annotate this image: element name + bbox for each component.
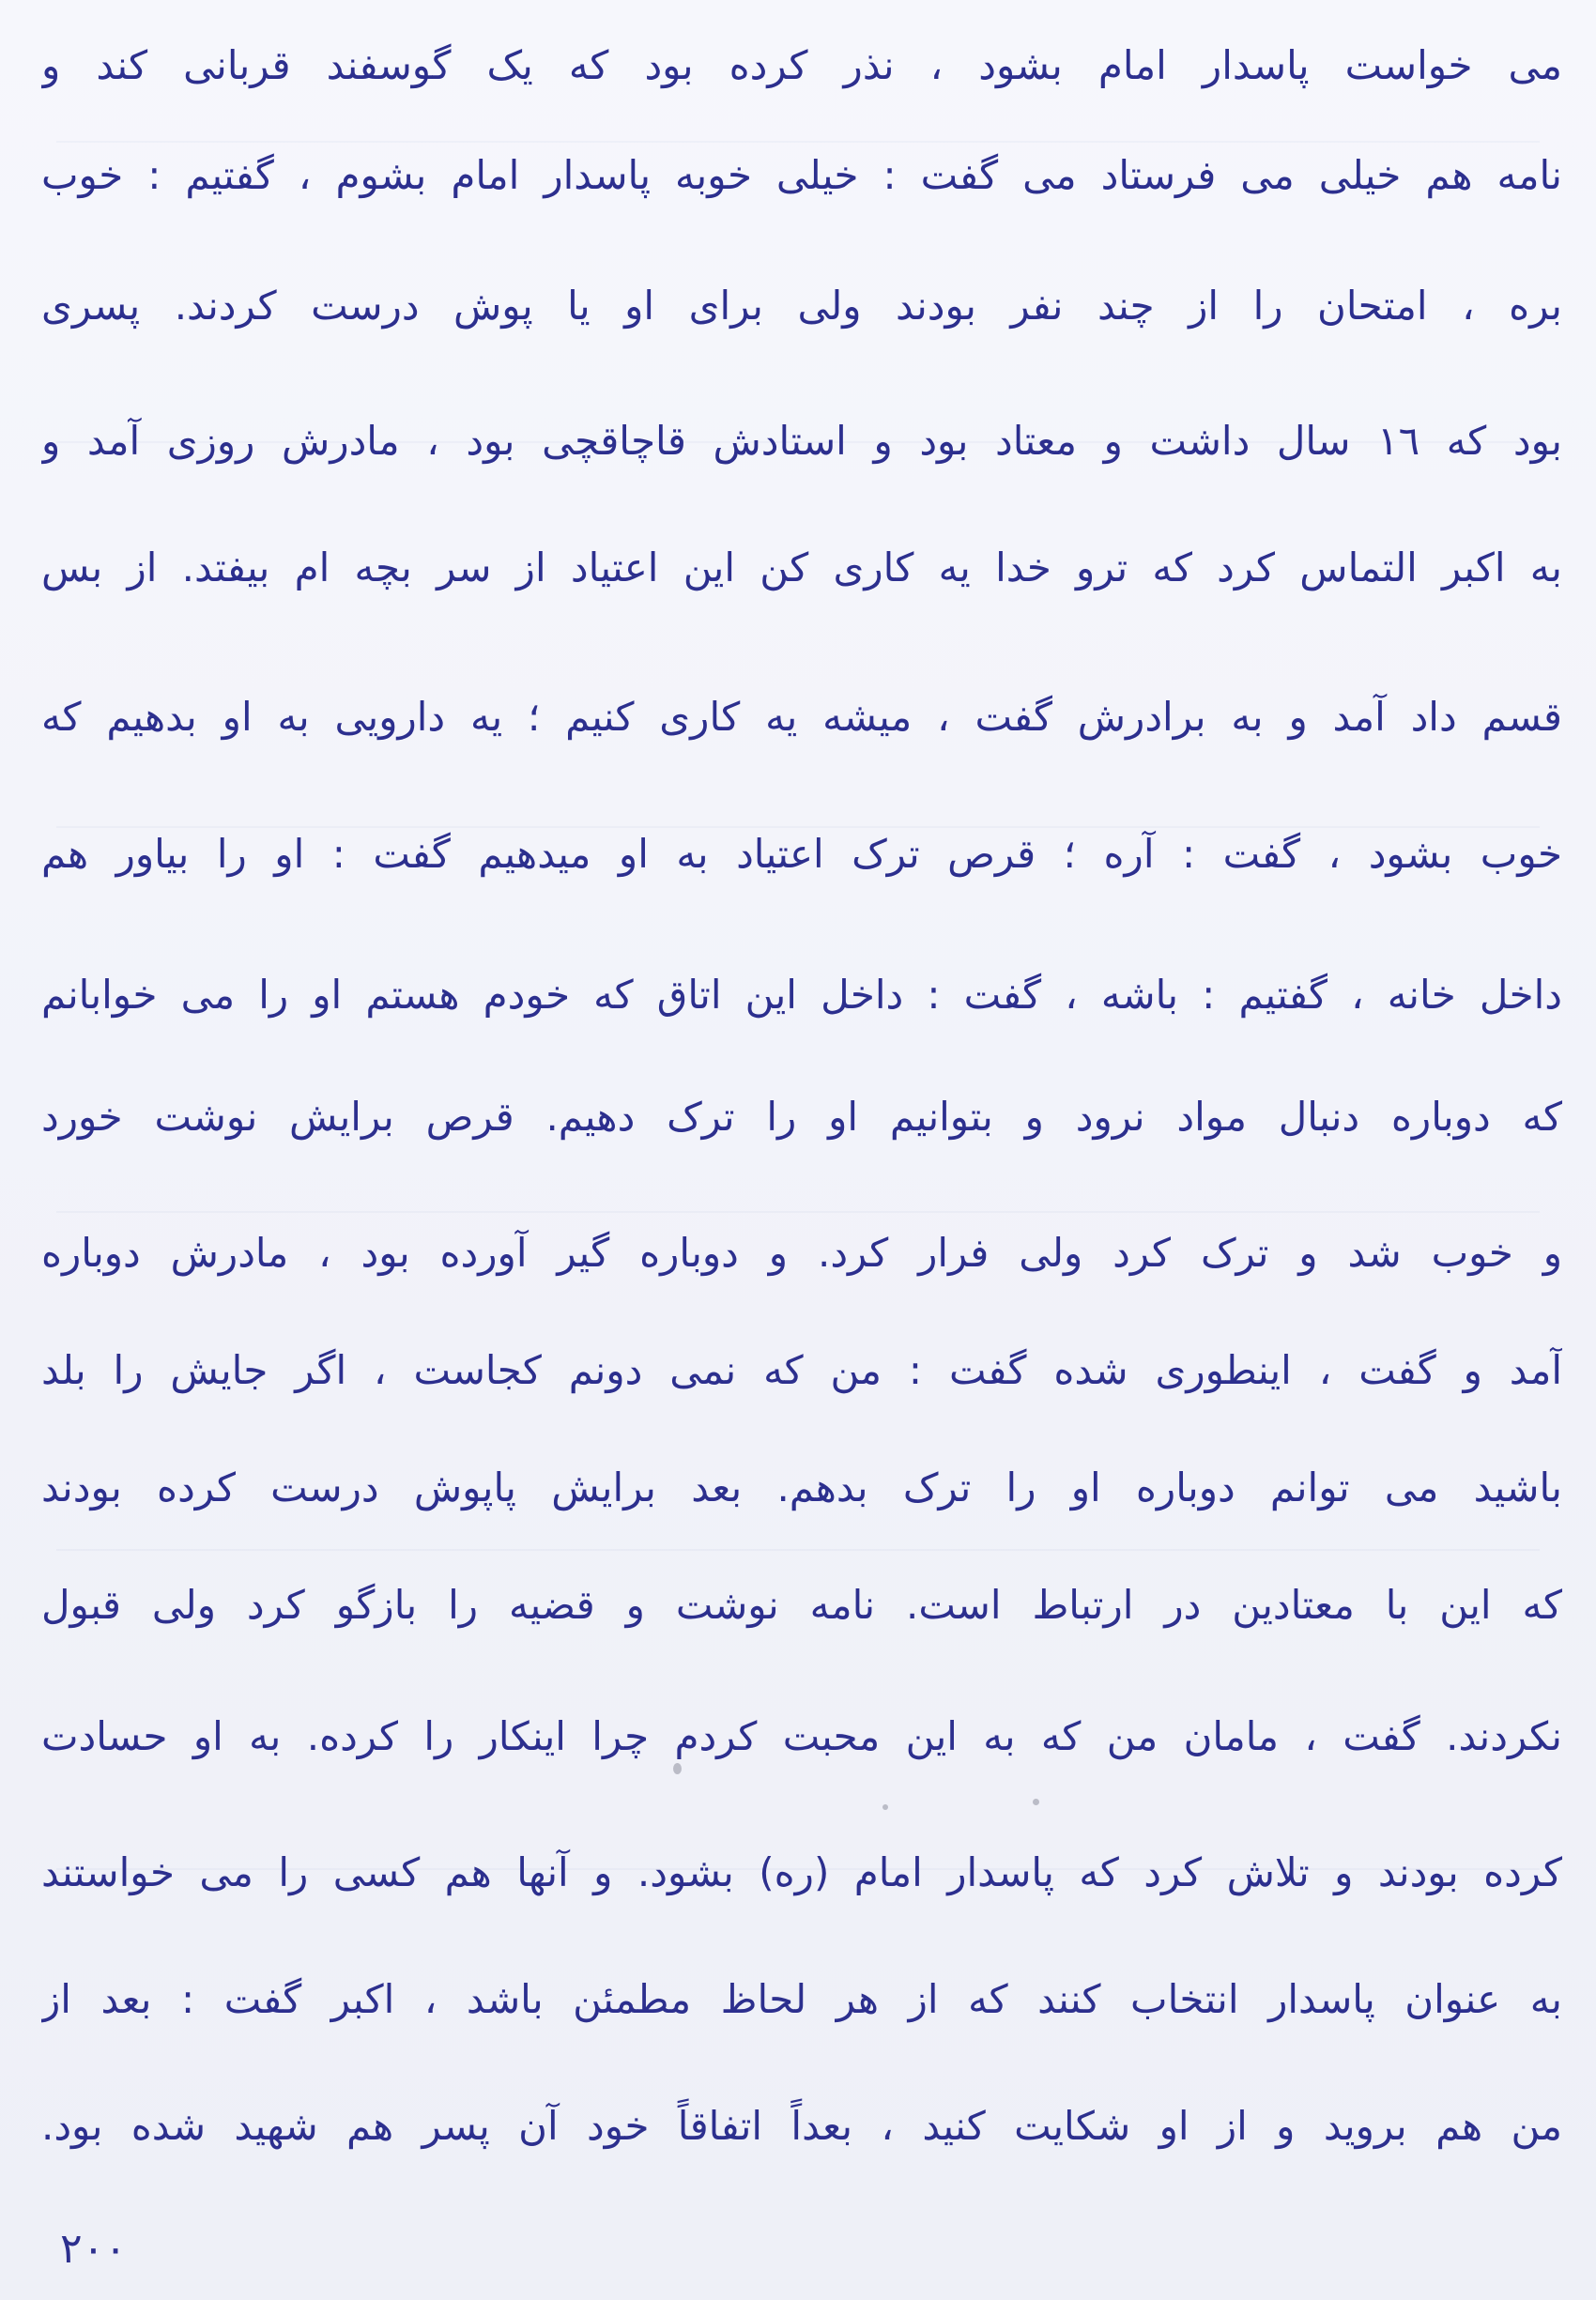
text-line: به عنوان پاسدار انتخاب کنند که از هر لحاظ مطمئن باشد ، اکبر گفت : بعد از [41,1976,1562,2022]
text-line: قسم داد آمد و به برادرش گفت ، میشه یه کاری کنیم ؛ یه دارویی به او بدهیم که [41,694,1562,740]
text-line: داخل خانه ، گفتیم : باشه ، گفت : داخل این اتاق که خودم هستم او را می خوابانم [41,972,1562,1018]
text-line: نامه هم خیلی می فرستاد می گفت : خیلی خوبه پاسدار امام بشوم ، گفتیم : خوب [41,152,1562,198]
text-line: خوب بشود ، گفت : آره ؛ قرص ترک اعتیاد به او میدهیم گفت : او را بیاور هم [41,831,1562,877]
text-line: که این با معتادین در ارتباط است. نامه نوشت و قضیه را بازگو کرد ولی قبول [41,1582,1562,1628]
text-line: آمد و گفت ، اینطوری شده گفت : من که نمی دونم کجاست ، اگر جایش را بلد [41,1347,1562,1393]
text-line: به اکبر التماس کرد که ترو خدا یه کاری کن این اعتیاد از سر بچه ام بیفتد. از بس [41,544,1562,590]
text-line: می خواست پاسدار امام بشود ، نذر کرده بود که یک گوسفند قربانی کند و [41,42,1562,88]
text-line: بود که ١٦ سال داشت و معتاد بود و استادش قاچاقچی بود ، مادرش روزی آمد و [41,418,1562,464]
text-line: نکردند. گفت ، مامان من که به این محبت کردم چرا اینکار را کرده. به او حسادت [41,1713,1562,1759]
page-number: ۲۰۰ [60,2225,127,2273]
text-line: که دوباره دنبال مواد نرود و بتوانیم او را ترک دهیم. قرص برایش نوشت خورد [41,1094,1562,1140]
text-line: و خوب شد و ترک کرد ولی فرار کرد. و دوباره گیر آورده بود ، مادرش دوباره [41,1230,1562,1276]
text-line: بره ، امتحان را از چند نفر بودند ولی برای او یا پوش درست کردند. پسری [41,283,1562,329]
text-line: باشید می توانم دوباره او را ترک بدهم. بعد برایش پاپوش درست کرده بودند [41,1464,1562,1510]
text-line: کرده بودند و تلاش کرد که پاسدار امام (ره) بشود. و آنها هم کسی را می خواستند [41,1849,1562,1895]
text-line: من هم بروید و از او شکایت کنید ، بعداً اتفاقاً خود آن پسر هم شهید شده بود. [41,2103,1562,2149]
